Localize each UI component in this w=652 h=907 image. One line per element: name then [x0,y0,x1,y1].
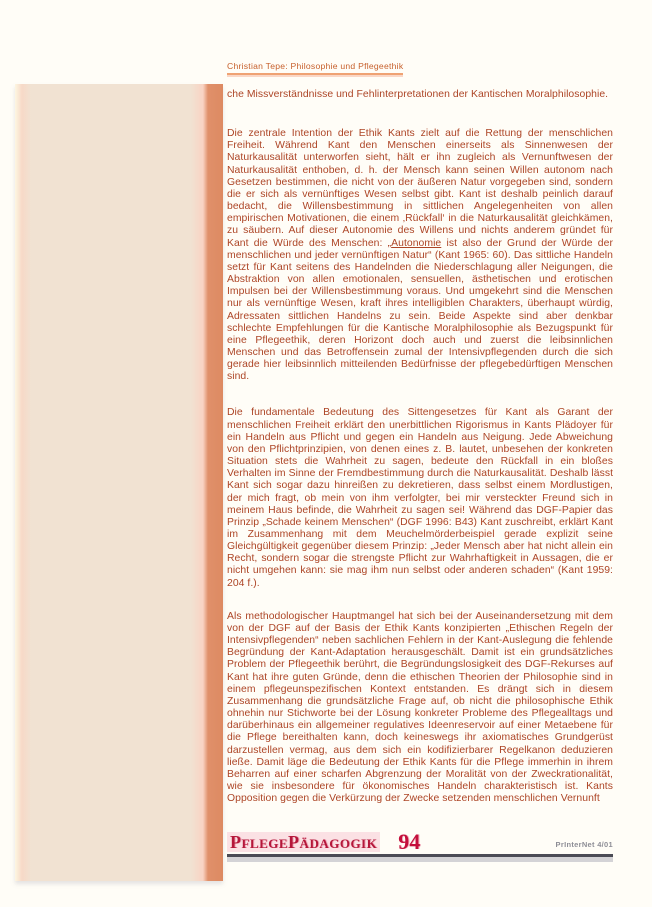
footer-page-number: 94 [398,829,421,854]
footer-issue-label: PrInterNet 4/01 [555,840,613,849]
paragraph-1-text-before: Die zentrale Intention der Ethik Kants zielt auf die Rettung der menschlichen Freiheit. Während Kant den Menschen einerseits als Sinnenwesen der Naturkausalität unterworfen sieht, hält er ihn zugleich als Vernunftwesen der Naturkausalität enthoben, d. h. der Mensch kann seinen Willen autonom nach Gesetzen bestimmen, die nicht von der äußeren Natur vorgegeben sind, sondern die er sich als vernünftiges Wesen selbst gibt. Kant ist deshalb peinlich darauf bedacht, die Willensbestimmung in sittlichen Angelegenheiten von allen empirischen Motivationen, die einem ‚Rückfall‘ in die Naturkausalität gleichkämen, zu säubern. Auf dieser Autonomie des Willens und nichts anderem gründet für Kant die Würde des Menschen: „ [227,128,613,249]
footer-bar [227,831,613,852]
paragraph-2: Die fundamentale Bedeutung des Sittengesetzes für Kant als Garant der menschlichen Freiheit erklärt den unerbittlichen Rigorismus in Kants Plädoyer für ein Handeln aus Pflicht und gegen ein Handeln aus Neigung. Jede Abweichung von den Pflichtprinzipien, von denen eines z. B. lautet, unbesehen der konkreten Situation stets die Wahrheit zu sagen, bedeute den Rückfall in ein bloßes Verhalten im Sinne der Fremdbestimmung durch die Naturkausalität. Deshalb lässt Kant sich sogar dazu hinreißen zu dekretieren, dass selbst einem Mordlustigen, der mich fragt, ob mein von ihm verfolgter, bei mir versteckter Freund sich in meinem Haus befinde, die Wahrheit zu sagen sei! Während das DGF-Papier das Prinzip „Schade keinem Menschen“ (DGF 1996: B43) Kant zuschreibt, erklärt Kant im Zusammenhang mit dem Meuchelmörderbeispiel gerade explizit seine Gleichgültigkeit gegenüber diesem Prinzip: „Jeder Mensch aber hat nicht allein ein Recht, sondern sogar die strengste Pflicht zur Wahrhaftigkeit in Aussagen, die er nicht umgehen kann: sie mag ihm nun selbst oder anderen schaden“ (Kant 1959: 204 f.). [227,407,613,589]
running-header-title: Christian Tepe: Philosophie und Pflegeethik [227,61,403,75]
footer-rule [227,828,613,857]
paragraph-1 [227,128,613,383]
paragraph-3: Als methodologischer Hauptmangel hat sich bei der Auseinandersetzung mit dem von der DGF auf der Basis der Ethik Kants konzipierten „Ethischen Regeln der Intensivpflegenden“ neben sachlichen Fehlern in der Kant-Auslegung die fehlende Begründung der Kant-Adaptation herausgeschält. Damit ist ein grundsätzliches Problem der Pflegeethik berührt, die Begründungslosigkeit des DGF-Rekurses auf Kant hat ihre guten Gründe, denn die ethischen Theorien der Philosophie sind in einem pflegeunspezifischen Kontext entstanden. Es drängt sich in diesem Zusammenhang die grundsätzliche Frage auf, ob nicht die philosophische Ethik ohnehin nur Stichworte bei der Lösung konkreter Probleme des Pflegealltags und darüberhinaus ein allgemeiner regulatives Ideenreservoir auf einer Metaebene für die Pflege bereithalten kann, doch keineswegs ihr axiomatisches Grundgerüst darzustellen vermag, aus dem sich ein kodifizierbarer Regelkanon deduzieren ließe. Damit läge die Bedeutung der Ethik Kants für die Pflege immerhin in ihrem Beharren auf einer scharfen Abgrenzung der Moralität von der Zweckrationalität, wie sie insbesondere für ökonomisches Handeln charakteristisch ist. Kants Opposition gegen die Verkürzung der Zwecke setzenden menschlichen Vernunft [227,610,613,805]
running-header [227,56,613,75]
underlined-term-autonomie: Autonomie [391,237,442,249]
decorative-sidebar-column [15,84,223,881]
paragraph-continuation-fragment: che Missverständnisse und Fehlinterpretationen der Kantischen Moralphilosophie. [227,89,609,100]
article-text-column [227,56,613,805]
footer-brand-pflegepaedagogik: PflegePädagogik [227,832,380,852]
paragraph-1-text-after: ist also der Grund der Würde der menschlichen und jeder vernünftigen Natur“ (Kant 1965: 60). Das sittliche Handeln setzt für Kant seitens des Handelnden die Niederschlagung aller Neigungen, die Abstraktion von allen emotionalen, sensuellen, ästhetischen und erotischen Impulsen bei der Willensbestimmung voraus. Und umgekehrt sind die Menschen nur als vernünftige Wesen, kraft ihres intelligiblen Charakters, überhaupt würdig, Adressaten sittlichen Handelns zu sein. Beide Aspekte sind aber denkbar schlechte Empfehlungen für die Kantische Moralphilosophie als Bezugspunkt für eine Pflegeethik, deren Horizont doch auch und zuerst die leibsinnlichen Menschen und das Betroffensein zumal der Intensivpflegenden durch die sich gerade hier leibsinnlich mitteilenden Bedürfnisse der pflegebedürftigen Menschen sind. [227,237,613,383]
